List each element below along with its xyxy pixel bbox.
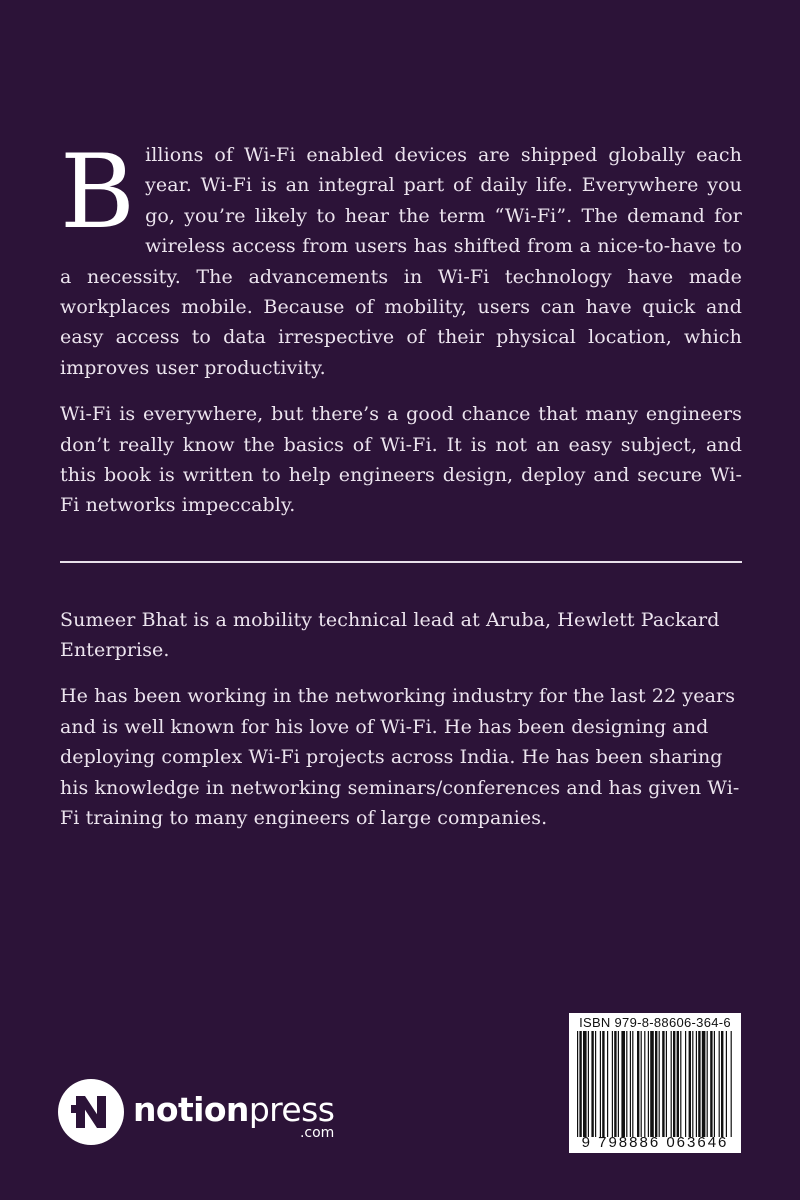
barcode-bar (692, 1031, 693, 1137)
barcode-bar (714, 1031, 715, 1137)
barcode-bar (602, 1031, 604, 1137)
barcode-bar (659, 1031, 660, 1137)
barcode-bar (648, 1031, 649, 1137)
barcode-bar (671, 1031, 672, 1137)
barcode-bar (637, 1031, 639, 1137)
barcode-bar (655, 1031, 657, 1137)
barcode-bar (650, 1031, 654, 1137)
barcode-bar (618, 1031, 619, 1137)
barcode-bar (685, 1031, 686, 1137)
barcode-bar (600, 1031, 601, 1137)
barcode-bar (630, 1031, 631, 1137)
barcode-bar (698, 1031, 700, 1137)
publisher-wordmark (133, 1089, 335, 1141)
author-paragraph-1: Sumeer Bhat is a mobility technical lead at Aruba, Hewlett Packard Enterprise. (60, 608, 720, 662)
book-blurb (60, 133, 742, 521)
barcode-bar (588, 1031, 589, 1137)
barcode-bar (731, 1031, 732, 1137)
notionpress-logo-icon (58, 1079, 124, 1145)
blurb-paragraph-1-text: illions of Wi-Fi enabled devices are shipped globally each year. Wi-Fi is an integral part of daily life. Everywhere you go, you’re likely to hear the term “Wi-Fi”. The demand for wireless access from users has shifted from a nice-to-have to a necessity. The advancements in Wi-Fi technology have made workplaces mobile. Because of mobility, users can have quick and easy access to data irrespective of their physical location, which improves user productivity. (60, 144, 742, 379)
barcode-bar (702, 1031, 706, 1137)
barcode-bar (595, 1031, 596, 1137)
logo-n-glyph (69, 1090, 113, 1134)
wordmark-domain: .com (299, 1124, 335, 1141)
barcode-bar (644, 1031, 645, 1137)
blurb-paragraph-1 (60, 133, 742, 383)
barcode-bar (614, 1031, 616, 1137)
author-bio (60, 605, 742, 834)
barcode-bar (673, 1031, 675, 1137)
barcode-bar (726, 1031, 727, 1137)
wordmark-light: press (248, 1089, 335, 1129)
barcode-bar (696, 1031, 697, 1137)
barcode-bar (641, 1031, 642, 1137)
barcode-bar (719, 1031, 720, 1137)
isbn-label: ISBN 979-8-88606-364-6 (579, 1015, 731, 1030)
barcode-bar (680, 1031, 681, 1137)
barcode-bar (579, 1031, 581, 1137)
author-paragraph-2: He has been working in the networking industry for the last 22 years and is well known for his love of Wi-Fi. He has been designing and deploying complex Wi-Fi projects across India. He has been sharing his knowledge in networking seminars/conferences and has given Wi-Fi training to many engineers of large companies. (60, 685, 740, 830)
barcode-bars (577, 1031, 733, 1137)
isbn-barcode (569, 1013, 741, 1153)
blurb-paragraph-2: Wi-Fi is everywhere, but there’s a good chance that many engineers don’t really know the basics of Wi-Fi. It is not an easy subject, and this book is written to help engineers design, deploy and secure Wi-Fi networks impeccably. (60, 403, 742, 517)
barcode-bar (677, 1031, 679, 1137)
barcode-bar (632, 1031, 633, 1137)
wordmark-bold: notion (133, 1089, 249, 1129)
barcode-bar (626, 1031, 627, 1137)
barcode-bar (612, 1031, 613, 1137)
barcode-bar (591, 1031, 593, 1137)
barcode-bar (662, 1031, 664, 1137)
back-cover-content (60, 133, 742, 849)
barcode-bar (621, 1031, 625, 1137)
barcode-bar (577, 1031, 578, 1137)
section-divider (60, 561, 742, 563)
barcode-bar (721, 1031, 723, 1137)
drop-cap: B (60, 133, 136, 252)
barcode-bar (689, 1031, 691, 1137)
barcode-bar (583, 1031, 587, 1137)
barcode-bar (710, 1031, 712, 1137)
barcode-bar (666, 1031, 667, 1137)
publisher-logo (58, 1075, 334, 1149)
barcode-bar (707, 1031, 708, 1137)
isbn-digits: 9 798886 063646 (581, 1134, 729, 1151)
barcode-bar (607, 1031, 608, 1137)
